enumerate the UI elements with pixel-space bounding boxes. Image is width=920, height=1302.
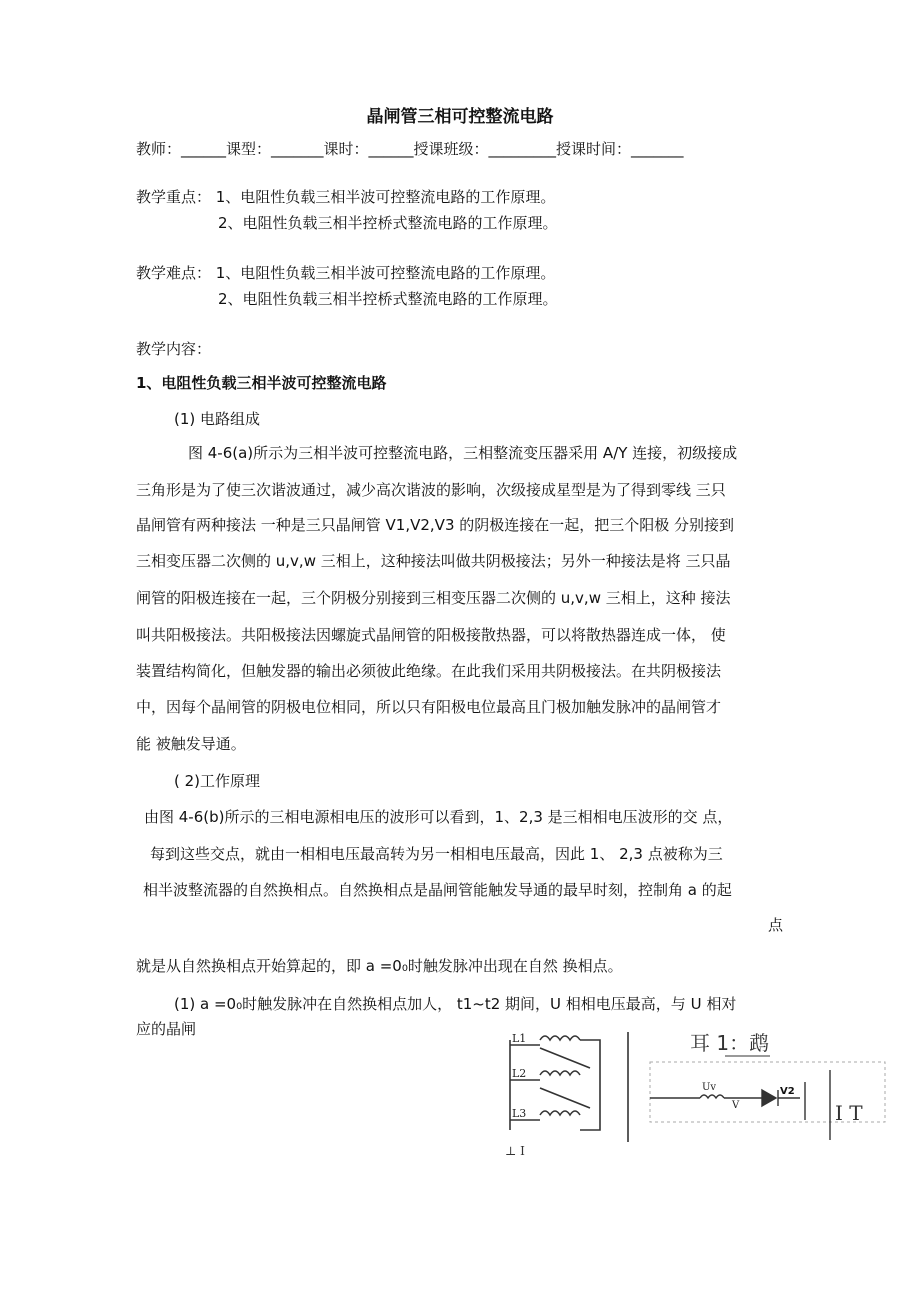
label-l3: L3 — [512, 1107, 527, 1120]
label-l2: L2 — [512, 1067, 527, 1080]
page-title: 晶闸管三相可控整流电路 — [366, 107, 554, 127]
label-it: I T — [835, 1101, 863, 1125]
circuit-figure — [500, 1020, 900, 1170]
paragraph-line: 三相变压器二次侧的 u,v,w 三相上，这种接法叫做共阴极接法；另外一种接法是将 三只晶 — [136, 552, 731, 570]
paragraph-line: 装置结构简化，但触发器的输出必须彼此绝缘。在此我们采用共阴极接法。在共阴极接法 — [136, 662, 722, 680]
label-v2: V2 — [780, 1086, 795, 1097]
label-l1: L1 — [512, 1032, 527, 1045]
paragraph-line: 中，因每个晶闸管的阴极电位相同，所以只有阳极电位最高且门极加触发脉冲的晶闸管才 — [136, 698, 722, 716]
label-bottom: ⊥ I — [505, 1144, 525, 1158]
sub-heading-2: ( 2)工作原理 — [174, 772, 261, 790]
paragraph-line: 闸管的阳极连接在一起，三个阴极分别接到三相变压器二次侧的 u,v,w 三相上，这种 接法 — [136, 589, 731, 607]
paragraph-line: 应的晶闸 — [136, 1020, 197, 1038]
paragraph-line: (1) a =0₀时触发脉冲在自然换相点加人， t1~t2 期间，U 相相电压最高，与 U 相对 — [174, 995, 737, 1013]
paragraph-line: 图 4-6(a)所示为三相半波可控整流电路，三相整流变压器采用 A/Y 连接，初级接成 — [188, 444, 738, 462]
section1-heading: 1、电阻性负载三相半波可控整流电路 — [136, 374, 387, 392]
paragraph-line: 叫共阳极接法。共阳极接法因螺旋式晶闸管的阳极接散热器，可以将散热器连成一体， 使 — [136, 626, 726, 644]
label-v: V — [732, 1100, 740, 1111]
header-line: 教师：______课型：_______课时：______授课班级：_________授课时间：_______ — [136, 140, 684, 158]
paragraph-line: 能 被触发导通。 — [136, 735, 246, 753]
key-points-1: 教学重点： 1、电阻性负载三相半波可控整流电路的工作原理。 — [136, 188, 556, 206]
sub-heading-1: (1) 电路组成 — [174, 410, 261, 428]
difficult-points-1: 教学难点： 1、电阻性负载三相半波可控整流电路的工作原理。 — [136, 264, 556, 282]
paragraph-line: 相半波整流器的自然换相点。自然换相点是晶闸管能触发导通的最早时刻，控制角 a 的起 — [143, 881, 732, 899]
paragraph-line: 三角形是为了使三次谐波通过，减少高次谐波的影响，次级接成星型是为了得到零线 三只 — [136, 481, 726, 499]
paragraph-line: 每到这些交点，就由一相相电压最高转为另一相相电压最高，因此 1、 2,3 点被称为三 — [150, 845, 723, 863]
paragraph-line: 由图 4-6(b)所示的三相电源相电压的波形可以看到，1、2,3 是三相相电压波形的交 点， — [144, 808, 733, 826]
figure-header: 耳 1：鹉 — [690, 1031, 770, 1055]
paragraph-line: 点 — [768, 916, 784, 934]
circuit-diagram — [500, 1020, 900, 1170]
transformer-windings — [510, 1032, 628, 1142]
difficult-points-2: 2、电阻性负载三相半控桥式整流电路的工作原理。 — [218, 290, 558, 308]
content-label: 教学内容： — [136, 340, 212, 358]
paragraph-line: 就是从自然换相点开始算起的，即 a =0₀时触发脉冲出现在自然 换相点。 — [136, 957, 623, 975]
thyristor-branch — [650, 1070, 830, 1140]
key-points-2: 2、电阻性负载三相半控桥式整流电路的工作原理。 — [218, 214, 558, 232]
paragraph-line: 晶闸管有两种接法 一种是三只晶闸管 V1,V2,V3 的阴极连接在一起，把三个阳极 分别接到 — [136, 516, 735, 534]
label-uv: Uv — [702, 1082, 717, 1093]
